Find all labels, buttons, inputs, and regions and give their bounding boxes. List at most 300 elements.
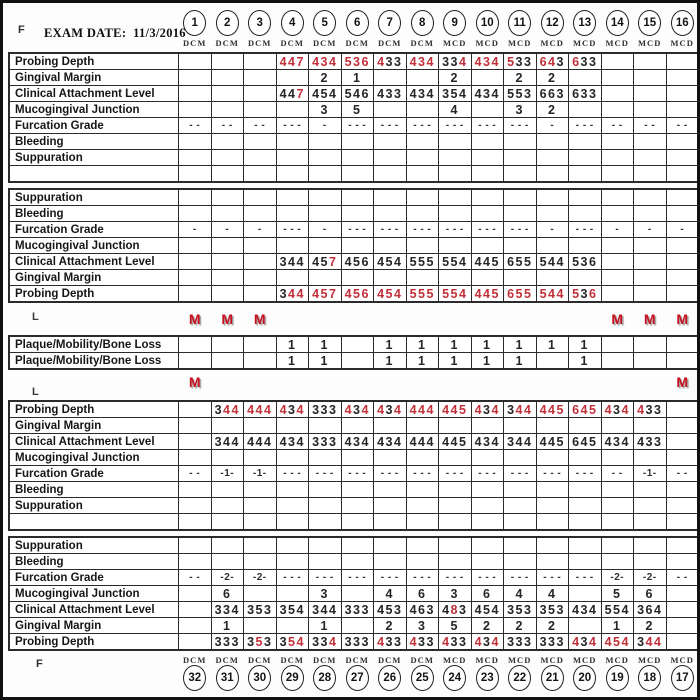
chart-cell[interactable]: - - - [504, 466, 536, 481]
chart-cell[interactable]: 445 [472, 254, 504, 269]
chart-cell[interactable]: 456 [342, 254, 374, 269]
chart-cell[interactable]: -2- [602, 570, 634, 585]
chart-cell[interactable]: 2 [504, 70, 536, 85]
chart-cell[interactable]: 1 [374, 353, 406, 368]
chart-cell[interactable] [602, 270, 634, 285]
chart-cell[interactable]: 1 [309, 337, 341, 352]
chart-cell[interactable]: - - - [537, 570, 569, 585]
chart-cell[interactable] [342, 150, 374, 165]
chart-cell[interactable]: 1 [309, 618, 341, 633]
chart-cell[interactable] [277, 482, 309, 497]
chart-cell[interactable] [537, 353, 569, 368]
chart-cell[interactable] [212, 54, 244, 69]
chart-cell[interactable]: 1 [277, 353, 309, 368]
chart-cell[interactable] [504, 498, 536, 513]
chart-cell[interactable] [667, 450, 699, 465]
chart-cell[interactable] [179, 254, 211, 269]
chart-cell[interactable] [179, 538, 211, 553]
tooth-circle-17[interactable]: 17 [671, 665, 694, 691]
chart-cell[interactable] [407, 238, 439, 253]
chart-cell[interactable] [244, 54, 276, 69]
chart-cell[interactable] [309, 514, 341, 529]
chart-cell[interactable]: - - - [407, 118, 439, 133]
chart-cell[interactable]: - - - [309, 466, 341, 481]
chart-cell[interactable]: - - [244, 118, 276, 133]
chart-cell[interactable] [634, 102, 666, 117]
chart-cell[interactable] [472, 402, 504, 417]
chart-cell[interactable] [309, 206, 341, 221]
chart-cell[interactable] [342, 402, 374, 417]
chart-cell[interactable]: - - - [537, 466, 569, 481]
tooth-circle-2[interactable]: 2 [216, 10, 239, 36]
chart-cell[interactable]: 5 [342, 102, 374, 117]
chart-cell[interactable]: - [602, 222, 634, 237]
chart-cell[interactable] [309, 270, 341, 285]
chart-cell[interactable] [212, 450, 244, 465]
chart-cell[interactable] [667, 134, 699, 149]
chart-cell[interactable]: 1 [407, 337, 439, 352]
chart-cell[interactable]: 3 [504, 102, 536, 117]
chart-cell[interactable]: 344 [277, 254, 309, 269]
chart-cell[interactable]: 333 [212, 634, 244, 649]
chart-cell[interactable] [439, 150, 471, 165]
chart-cell[interactable] [277, 70, 309, 85]
chart-cell[interactable]: 434 [374, 434, 406, 449]
chart-cell[interactable] [342, 618, 374, 633]
chart-cell[interactable] [374, 134, 406, 149]
chart-cell[interactable]: 333 [342, 634, 374, 649]
tooth-circle-15[interactable]: 15 [638, 10, 661, 36]
chart-cell[interactable]: -2- [634, 570, 666, 585]
chart-cell[interactable] [634, 70, 666, 85]
chart-cell[interactable]: - - - [342, 118, 374, 133]
chart-cell[interactable] [504, 206, 536, 221]
chart-cell[interactable] [667, 70, 699, 85]
tooth-circle-29[interactable]: 29 [281, 665, 304, 691]
chart-cell[interactable] [244, 450, 276, 465]
chart-cell[interactable] [602, 70, 634, 85]
chart-cell[interactable] [472, 514, 504, 529]
chart-cell[interactable]: - - - [439, 466, 471, 481]
chart-cell[interactable]: - - - [277, 466, 309, 481]
chart-cell[interactable] [634, 254, 666, 269]
chart-cell[interactable] [504, 514, 536, 529]
chart-cell[interactable]: - - - [407, 466, 439, 481]
tooth-circle-24[interactable]: 24 [443, 665, 466, 691]
chart-cell[interactable] [569, 586, 601, 601]
chart-cell[interactable]: 4 [537, 586, 569, 601]
chart-cell[interactable]: - [309, 222, 341, 237]
chart-cell[interactable] [374, 402, 406, 417]
tooth-circle-7[interactable]: 7 [378, 10, 401, 36]
chart-cell[interactable] [602, 134, 634, 149]
chart-cell[interactable] [342, 206, 374, 221]
chart-cell[interactable] [244, 538, 276, 553]
tooth-circle-9[interactable]: 9 [443, 10, 466, 36]
chart-cell[interactable] [537, 402, 569, 417]
chart-cell[interactable] [602, 337, 634, 352]
chart-cell[interactable]: - - - [472, 118, 504, 133]
chart-cell[interactable] [439, 54, 471, 69]
chart-cell[interactable] [277, 166, 309, 181]
chart-cell[interactable] [277, 586, 309, 601]
chart-cell[interactable]: 536 [569, 254, 601, 269]
chart-cell[interactable] [277, 618, 309, 633]
chart-cell[interactable] [212, 418, 244, 433]
chart-cell[interactable] [667, 190, 699, 205]
chart-cell[interactable] [179, 554, 211, 569]
chart-cell[interactable]: -1- [634, 466, 666, 481]
chart-cell[interactable] [472, 634, 504, 649]
chart-cell[interactable] [212, 514, 244, 529]
chart-cell[interactable]: - - - [472, 570, 504, 585]
chart-cell[interactable] [309, 254, 341, 269]
chart-cell[interactable] [537, 286, 569, 301]
chart-cell[interactable] [569, 514, 601, 529]
chart-cell[interactable] [504, 538, 536, 553]
chart-cell[interactable]: 554 [602, 602, 634, 617]
chart-cell[interactable] [667, 618, 699, 633]
chart-cell[interactable] [244, 418, 276, 433]
chart-cell[interactable] [277, 514, 309, 529]
chart-cell[interactable] [569, 238, 601, 253]
chart-cell[interactable]: 2 [537, 618, 569, 633]
chart-cell[interactable] [342, 190, 374, 205]
chart-cell[interactable]: 434 [277, 434, 309, 449]
chart-cell[interactable] [244, 134, 276, 149]
chart-cell[interactable]: - - - [342, 570, 374, 585]
chart-cell[interactable] [439, 134, 471, 149]
chart-cell[interactable] [667, 434, 699, 449]
chart-cell[interactable] [602, 206, 634, 221]
chart-cell[interactable] [309, 418, 341, 433]
chart-cell[interactable] [277, 150, 309, 165]
chart-cell[interactable] [472, 134, 504, 149]
chart-cell[interactable] [342, 450, 374, 465]
chart-cell[interactable] [212, 86, 244, 101]
chart-cell[interactable] [277, 54, 309, 69]
chart-cell[interactable]: - - [212, 118, 244, 133]
chart-cell[interactable] [667, 337, 699, 352]
chart-cell[interactable] [634, 238, 666, 253]
chart-cell[interactable]: 6 [212, 586, 244, 601]
chart-cell[interactable] [374, 634, 406, 649]
chart-cell[interactable] [244, 634, 276, 649]
chart-cell[interactable] [667, 206, 699, 221]
chart-cell[interactable]: 344 [309, 602, 341, 617]
tooth-circle-14[interactable]: 14 [606, 10, 629, 36]
chart-cell[interactable]: 2 [309, 70, 341, 85]
tooth-circle-12[interactable]: 12 [541, 10, 564, 36]
chart-cell[interactable] [374, 102, 406, 117]
chart-cell[interactable]: - - - [342, 466, 374, 481]
tooth-circle-27[interactable]: 27 [346, 665, 369, 691]
chart-cell[interactable] [667, 482, 699, 497]
chart-cell[interactable] [504, 450, 536, 465]
chart-cell[interactable] [342, 353, 374, 368]
chart-cell[interactable] [179, 434, 211, 449]
chart-cell[interactable] [407, 270, 439, 285]
chart-cell[interactable]: 2 [472, 618, 504, 633]
chart-cell[interactable]: 1 [342, 70, 374, 85]
tooth-circle-22[interactable]: 22 [508, 665, 531, 691]
chart-cell[interactable] [472, 538, 504, 553]
chart-cell[interactable] [179, 514, 211, 529]
chart-cell[interactable] [602, 286, 634, 301]
chart-cell[interactable] [309, 450, 341, 465]
chart-cell[interactable] [667, 286, 699, 301]
chart-cell[interactable] [244, 70, 276, 85]
chart-cell[interactable] [244, 254, 276, 269]
chart-cell[interactable]: - - - [407, 222, 439, 237]
chart-cell[interactable]: 633 [569, 86, 601, 101]
chart-cell[interactable] [179, 586, 211, 601]
tooth-circle-4[interactable]: 4 [281, 10, 304, 36]
chart-cell[interactable] [179, 402, 211, 417]
chart-cell[interactable] [537, 134, 569, 149]
chart-cell[interactable] [277, 450, 309, 465]
chart-cell[interactable] [439, 538, 471, 553]
chart-cell[interactable]: - - [667, 118, 699, 133]
chart-cell[interactable] [602, 402, 634, 417]
chart-cell[interactable] [309, 554, 341, 569]
chart-cell[interactable] [244, 270, 276, 285]
chart-cell[interactable] [634, 86, 666, 101]
chart-cell[interactable]: 6 [634, 586, 666, 601]
chart-cell[interactable] [179, 634, 211, 649]
chart-cell[interactable] [537, 270, 569, 285]
chart-cell[interactable]: 1 [472, 337, 504, 352]
chart-cell[interactable]: 1 [504, 353, 536, 368]
chart-cell[interactable] [569, 554, 601, 569]
chart-cell[interactable] [309, 482, 341, 497]
chart-cell[interactable] [342, 134, 374, 149]
chart-cell[interactable] [244, 190, 276, 205]
chart-cell[interactable] [569, 538, 601, 553]
chart-cell[interactable] [602, 190, 634, 205]
chart-cell[interactable]: 445 [537, 434, 569, 449]
chart-cell[interactable] [212, 270, 244, 285]
chart-cell[interactable]: 1 [439, 337, 471, 352]
chart-cell[interactable] [212, 538, 244, 553]
chart-cell[interactable] [244, 206, 276, 221]
chart-cell[interactable] [179, 418, 211, 433]
chart-cell[interactable] [634, 634, 666, 649]
chart-cell[interactable] [179, 54, 211, 69]
chart-cell[interactable] [602, 538, 634, 553]
chart-cell[interactable]: - - - [472, 466, 504, 481]
chart-cell[interactable] [179, 70, 211, 85]
chart-cell[interactable] [277, 86, 309, 101]
chart-cell[interactable] [667, 538, 699, 553]
chart-cell[interactable] [277, 206, 309, 221]
chart-cell[interactable] [407, 70, 439, 85]
chart-cell[interactable] [634, 286, 666, 301]
chart-cell[interactable]: -2- [244, 570, 276, 585]
chart-cell[interactable] [179, 150, 211, 165]
chart-cell[interactable] [342, 270, 374, 285]
tooth-circle-25[interactable]: 25 [411, 665, 434, 691]
chart-cell[interactable]: 1 [407, 353, 439, 368]
chart-cell[interactable]: 1 [309, 353, 341, 368]
chart-cell[interactable] [179, 134, 211, 149]
chart-cell[interactable] [569, 634, 601, 649]
chart-cell[interactable] [634, 54, 666, 69]
chart-cell[interactable] [439, 634, 471, 649]
chart-cell[interactable] [504, 554, 536, 569]
chart-cell[interactable] [537, 482, 569, 497]
chart-cell[interactable] [472, 70, 504, 85]
tooth-circle-26[interactable]: 26 [378, 665, 401, 691]
chart-cell[interactable]: 1 [504, 337, 536, 352]
chart-cell[interactable] [602, 498, 634, 513]
chart-cell[interactable] [374, 54, 406, 69]
chart-cell[interactable] [602, 150, 634, 165]
chart-cell[interactable] [407, 418, 439, 433]
chart-cell[interactable] [634, 538, 666, 553]
chart-cell[interactable]: 6 [472, 586, 504, 601]
chart-cell[interactable]: - - - [569, 222, 601, 237]
chart-cell[interactable]: - - - [277, 222, 309, 237]
chart-cell[interactable] [602, 554, 634, 569]
chart-cell[interactable]: 354 [277, 602, 309, 617]
chart-cell[interactable] [439, 602, 471, 617]
chart-cell[interactable] [179, 602, 211, 617]
chart-cell[interactable] [244, 353, 276, 368]
chart-cell[interactable]: - - [179, 570, 211, 585]
chart-cell[interactable]: 433 [374, 86, 406, 101]
chart-cell[interactable]: - - [179, 466, 211, 481]
chart-cell[interactable]: 1 [569, 353, 601, 368]
chart-cell[interactable] [602, 166, 634, 181]
chart-cell[interactable]: 434 [472, 434, 504, 449]
chart-cell[interactable] [472, 450, 504, 465]
tooth-circle-3[interactable]: 3 [248, 10, 271, 36]
chart-cell[interactable] [569, 286, 601, 301]
chart-cell[interactable]: 353 [504, 602, 536, 617]
chart-cell[interactable] [244, 498, 276, 513]
chart-cell[interactable] [374, 70, 406, 85]
chart-cell[interactable] [537, 238, 569, 253]
chart-cell[interactable] [212, 134, 244, 149]
chart-cell[interactable] [374, 482, 406, 497]
chart-cell[interactable]: - - [179, 118, 211, 133]
chart-cell[interactable] [439, 498, 471, 513]
chart-cell[interactable]: 544 [537, 254, 569, 269]
chart-cell[interactable] [634, 402, 666, 417]
chart-cell[interactable] [179, 498, 211, 513]
chart-cell[interactable] [374, 270, 406, 285]
chart-cell[interactable] [472, 554, 504, 569]
chart-cell[interactable] [634, 498, 666, 513]
chart-cell[interactable] [569, 270, 601, 285]
chart-cell[interactable] [569, 450, 601, 465]
chart-cell[interactable]: - - [667, 570, 699, 585]
chart-cell[interactable]: - [634, 222, 666, 237]
chart-cell[interactable] [374, 150, 406, 165]
chart-cell[interactable] [244, 102, 276, 117]
chart-cell[interactable] [309, 238, 341, 253]
chart-cell[interactable]: 333 [309, 434, 341, 449]
chart-cell[interactable] [569, 54, 601, 69]
tooth-circle-23[interactable]: 23 [476, 665, 499, 691]
chart-cell[interactable] [504, 134, 536, 149]
chart-cell[interactable] [667, 54, 699, 69]
chart-cell[interactable] [472, 190, 504, 205]
chart-cell[interactable]: 1 [569, 337, 601, 352]
chart-cell[interactable] [309, 634, 341, 649]
chart-cell[interactable] [602, 86, 634, 101]
chart-cell[interactable] [212, 254, 244, 269]
chart-cell[interactable] [569, 618, 601, 633]
chart-cell[interactable] [212, 554, 244, 569]
chart-cell[interactable]: - [179, 222, 211, 237]
chart-cell[interactable]: - - - [472, 222, 504, 237]
chart-cell[interactable] [569, 498, 601, 513]
chart-cell[interactable]: 333 [309, 402, 341, 417]
chart-cell[interactable] [667, 102, 699, 117]
chart-cell[interactable] [504, 286, 536, 301]
chart-cell[interactable]: 4 [504, 586, 536, 601]
chart-cell[interactable] [472, 150, 504, 165]
chart-cell[interactable] [244, 482, 276, 497]
chart-cell[interactable] [374, 166, 406, 181]
chart-cell[interactable] [472, 270, 504, 285]
chart-cell[interactable] [179, 166, 211, 181]
chart-cell[interactable] [602, 54, 634, 69]
chart-cell[interactable] [309, 150, 341, 165]
chart-cell[interactable] [634, 337, 666, 352]
chart-cell[interactable] [212, 482, 244, 497]
chart-cell[interactable] [439, 190, 471, 205]
chart-cell[interactable]: -1- [244, 466, 276, 481]
chart-cell[interactable]: - - - [374, 222, 406, 237]
tooth-circle-11[interactable]: 11 [508, 10, 531, 36]
chart-cell[interactable]: 333 [504, 634, 536, 649]
chart-cell[interactable] [277, 402, 309, 417]
chart-cell[interactable]: 454 [472, 602, 504, 617]
chart-cell[interactable] [309, 134, 341, 149]
chart-cell[interactable] [179, 206, 211, 221]
chart-cell[interactable] [277, 134, 309, 149]
chart-cell[interactable] [439, 418, 471, 433]
chart-cell[interactable] [537, 450, 569, 465]
chart-cell[interactable]: 555 [407, 254, 439, 269]
chart-cell[interactable] [472, 102, 504, 117]
chart-cell[interactable]: - - [602, 466, 634, 481]
chart-cell[interactable] [342, 538, 374, 553]
chart-cell[interactable]: 3 [309, 586, 341, 601]
chart-cell[interactable]: 364 [634, 602, 666, 617]
chart-cell[interactable] [667, 514, 699, 529]
chart-cell[interactable]: 434 [472, 86, 504, 101]
tooth-circle-5[interactable]: 5 [313, 10, 336, 36]
chart-cell[interactable] [472, 482, 504, 497]
chart-cell[interactable]: - - - [439, 222, 471, 237]
chart-cell[interactable]: 663 [537, 86, 569, 101]
chart-cell[interactable] [569, 190, 601, 205]
chart-cell[interactable] [179, 86, 211, 101]
chart-cell[interactable] [277, 190, 309, 205]
chart-cell[interactable] [634, 554, 666, 569]
chart-cell[interactable] [667, 586, 699, 601]
chart-cell[interactable] [602, 353, 634, 368]
chart-cell[interactable]: 4 [439, 102, 471, 117]
chart-cell[interactable] [504, 418, 536, 433]
chart-cell[interactable]: 2 [634, 618, 666, 633]
chart-cell[interactable] [537, 418, 569, 433]
tooth-circle-19[interactable]: 19 [606, 665, 629, 691]
